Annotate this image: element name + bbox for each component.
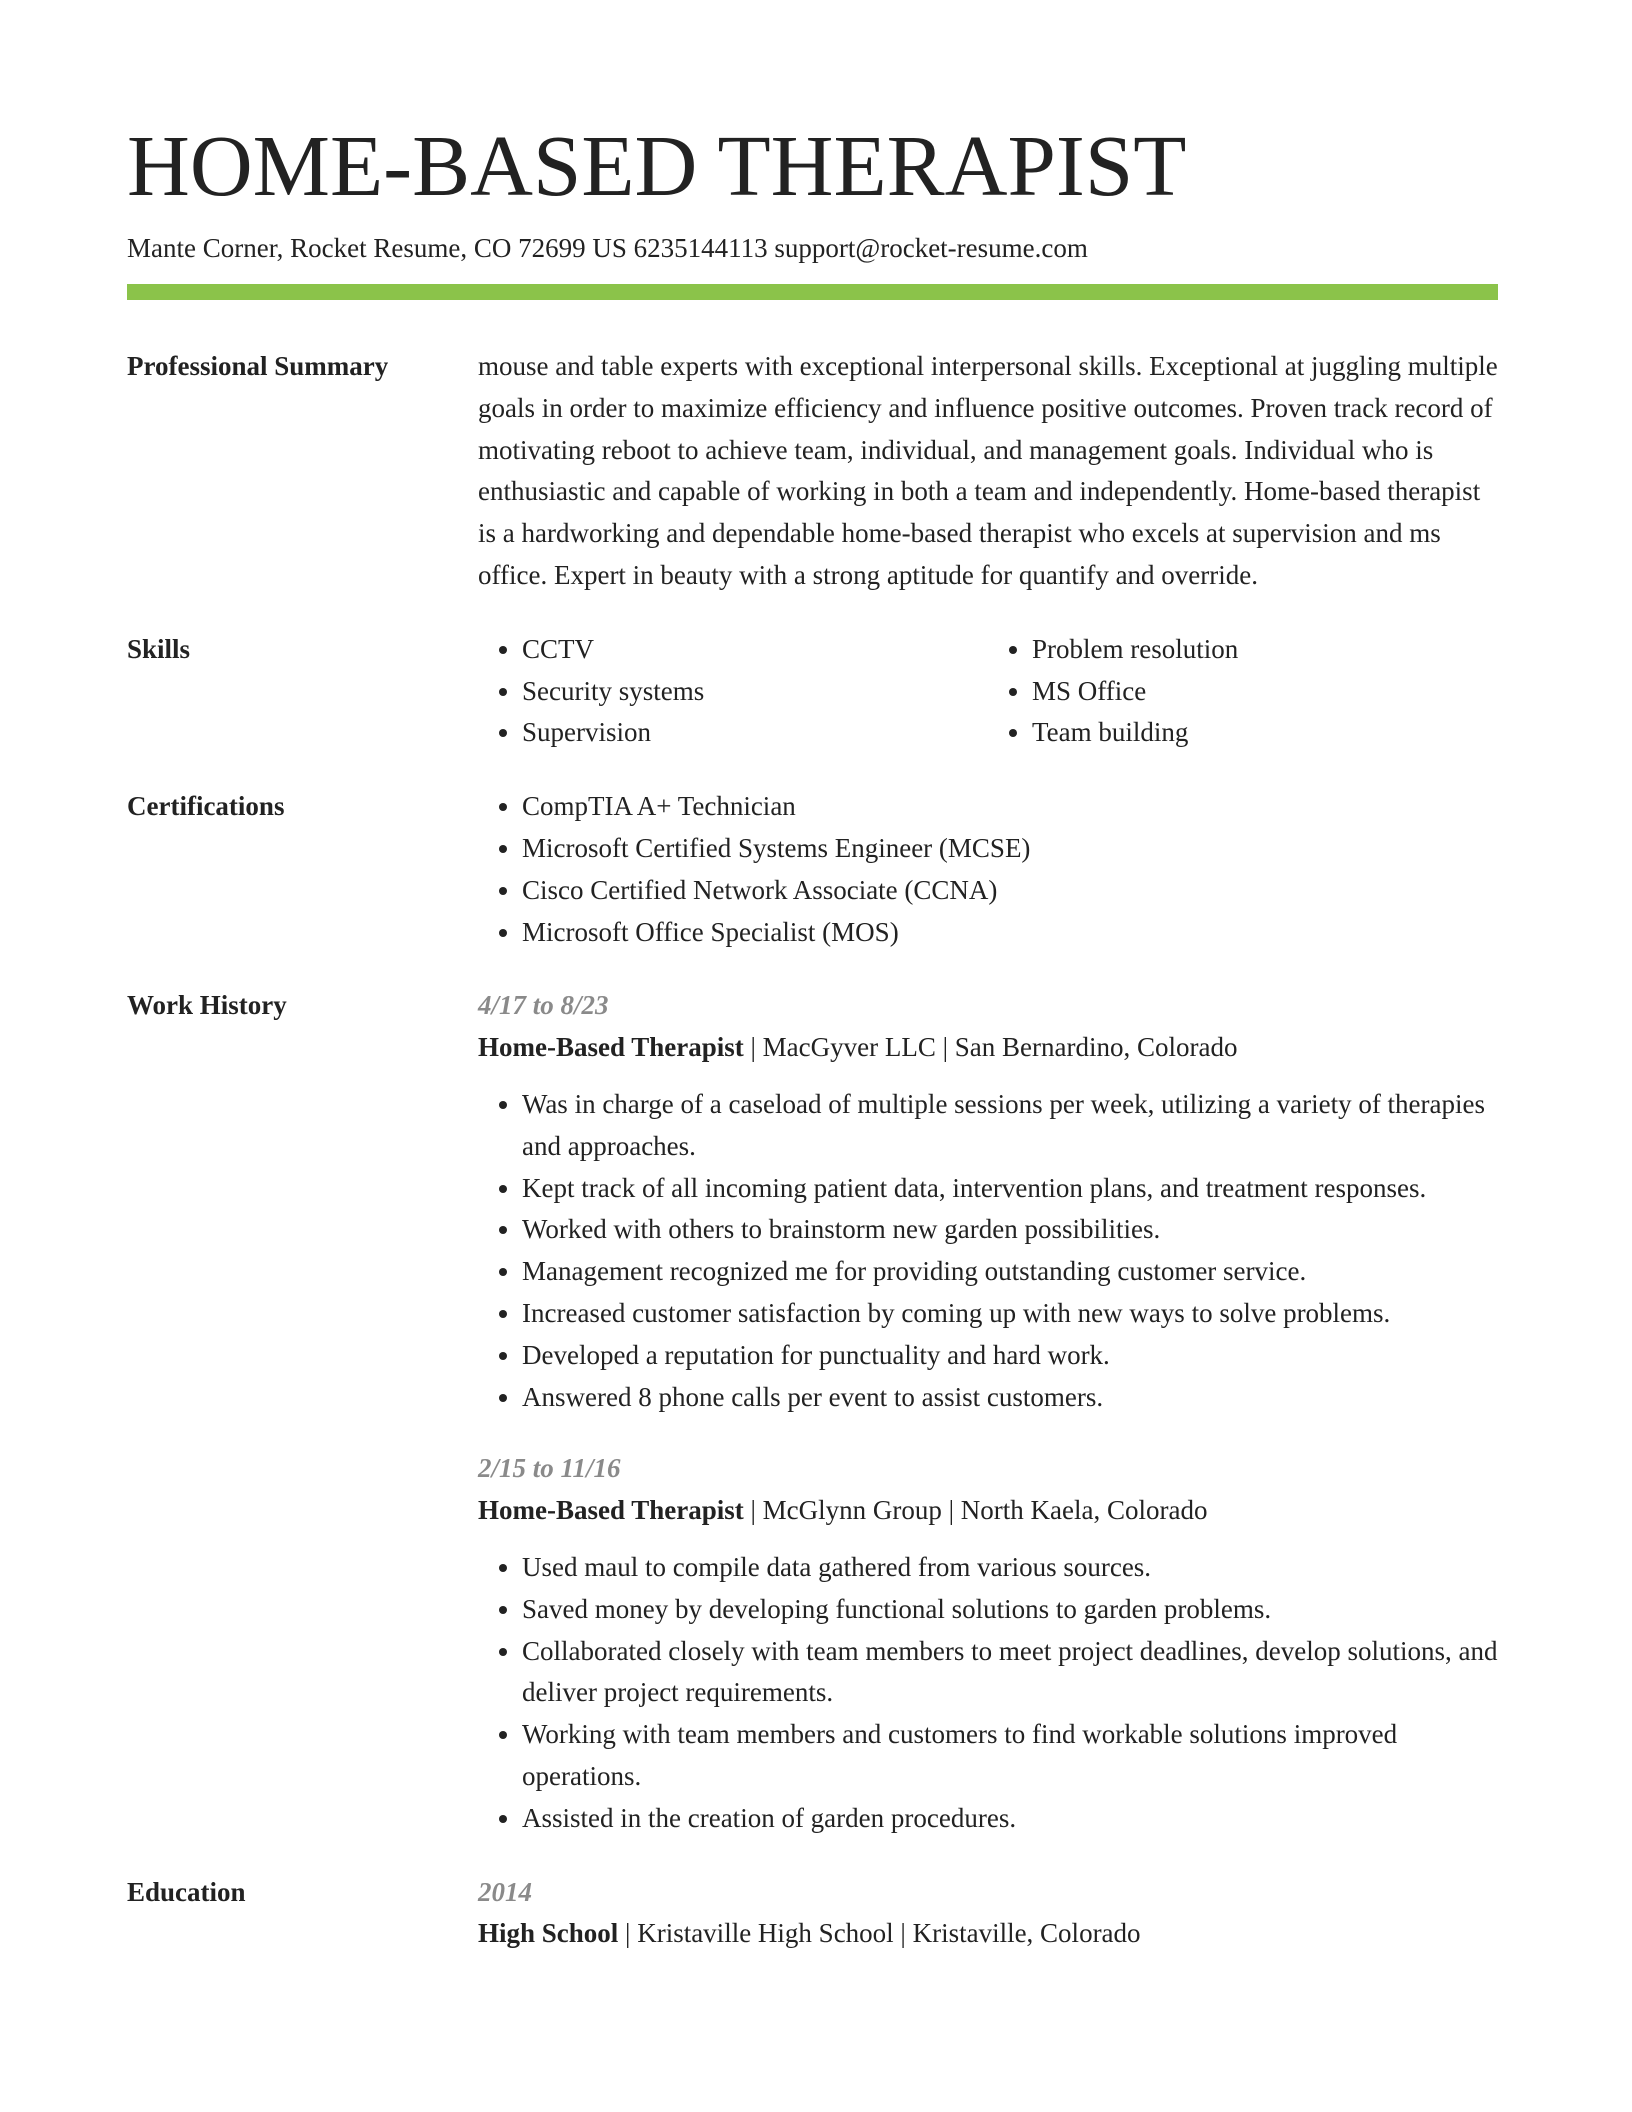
section-summary: [127, 346, 1498, 597]
job-dates: 4/17 to 8/23: [478, 990, 609, 1021]
certifications-list: [478, 786, 1498, 953]
section-heading: Professional Summary: [127, 351, 389, 381]
job-details: | McGlynn Group | North Kaela, Colorado: [743, 1495, 1208, 1526]
job-details: | MacGyver LLC | San Bernardino, Colorado: [743, 1032, 1238, 1063]
summary-text: mouse and table experts with exceptional interpersonal skills. Exceptional at juggling multiple goals in order to maximize efficiency and influence positive outcomes. Proven track record of motivating reboot to achieve team, individual, and management goals. Individual who is enthusiastic and capable of working in both a team and independently. Home-based therapist is a hardworking and dependable home-based therapist who excels at supervision and ms office. Expert in beauty with a strong aptitude for quantify and override.: [478, 351, 1498, 590]
resume-content: [127, 346, 1498, 1987]
skill-item: • CCTV: [522, 629, 988, 671]
certification-item: • Microsoft Certified Systems Engineer (MCSE): [522, 828, 1498, 870]
job-bullet: • Increased customer satisfaction by coming up with new ways to solve problems.: [522, 1293, 1498, 1335]
skill-item: • MS Office: [1032, 671, 1498, 713]
education-details: | Kristaville High School | Kristaville, Colorado: [618, 1918, 1141, 1949]
job-role: Home-Based Therapist: [478, 1032, 744, 1063]
job-bullet: • Used maul to compile data gathered from various sources.: [522, 1547, 1498, 1589]
header-divider: [127, 284, 1498, 300]
job-title-line: [478, 1027, 1498, 1069]
job-bullets: [478, 1084, 1498, 1418]
education-degree: High School: [478, 1918, 619, 1949]
job-role: Home-Based Therapist: [478, 1495, 744, 1526]
job-bullet: • Collaborated closely with team members to meet project deadlines, develop solutions, and deliver project requirements.: [522, 1631, 1498, 1715]
section-skills: [127, 629, 1498, 754]
job-entry: [478, 985, 1498, 1418]
skill-item: • Supervision: [522, 712, 988, 754]
education-line: [478, 1913, 1498, 1955]
skill-item: • Security systems: [522, 671, 988, 713]
skills-list-right: [988, 629, 1498, 754]
education-dates: 2014: [478, 1876, 532, 1907]
section-heading: Certifications: [127, 791, 285, 822]
contact-line: Mante Corner, Rocket Resume, CO 72699 US 6235144113 support@rocket-resume.com: [127, 233, 1088, 263]
job-entry: [478, 1448, 1498, 1839]
section-heading: Skills: [127, 633, 191, 664]
job-bullet: • Worked with others to brainstorm new garden possibilities.: [522, 1209, 1498, 1251]
certification-item: • CompTIA A+ Technician: [522, 786, 1498, 828]
section-education: [127, 1872, 1498, 1956]
skills-list-left: [478, 629, 988, 754]
skill-item: • Team building: [1032, 712, 1498, 754]
job-bullet: • Working with team members and customers to find workable solutions improved operations.: [522, 1714, 1498, 1798]
section-certifications: [127, 786, 1498, 953]
job-bullet: • Developed a reputation for punctuality and hard work.: [522, 1335, 1498, 1377]
resume-title: HOME-BASED THERAPIST: [127, 117, 1187, 214]
job-title-line: [478, 1490, 1498, 1532]
certification-item: • Microsoft Office Specialist (MOS): [522, 912, 1498, 954]
certification-item: • Cisco Certified Network Associate (CCNA): [522, 870, 1498, 912]
job-bullet: • Assisted in the creation of garden procedures.: [522, 1798, 1498, 1840]
job-bullet: • Saved money by developing functional solutions to garden problems.: [522, 1589, 1498, 1631]
section-heading: Work History: [127, 990, 287, 1021]
skill-item: • Problem resolution: [1032, 629, 1498, 671]
job-dates: 2/15 to 11/16: [478, 1453, 621, 1484]
job-bullet: • Kept track of all incoming patient data, intervention plans, and treatment responses.: [522, 1168, 1498, 1210]
job-bullet: • Was in charge of a caseload of multiple sessions per week, utilizing a variety of therapies and approaches.: [522, 1084, 1498, 1168]
job-bullets: [478, 1547, 1498, 1840]
job-bullet: • Management recognized me for providing outstanding customer service.: [522, 1251, 1498, 1293]
job-bullet: • Answered 8 phone calls per event to assist customers.: [522, 1377, 1498, 1419]
section-heading: Education: [127, 1876, 246, 1907]
section-work-history: [127, 985, 1498, 1839]
